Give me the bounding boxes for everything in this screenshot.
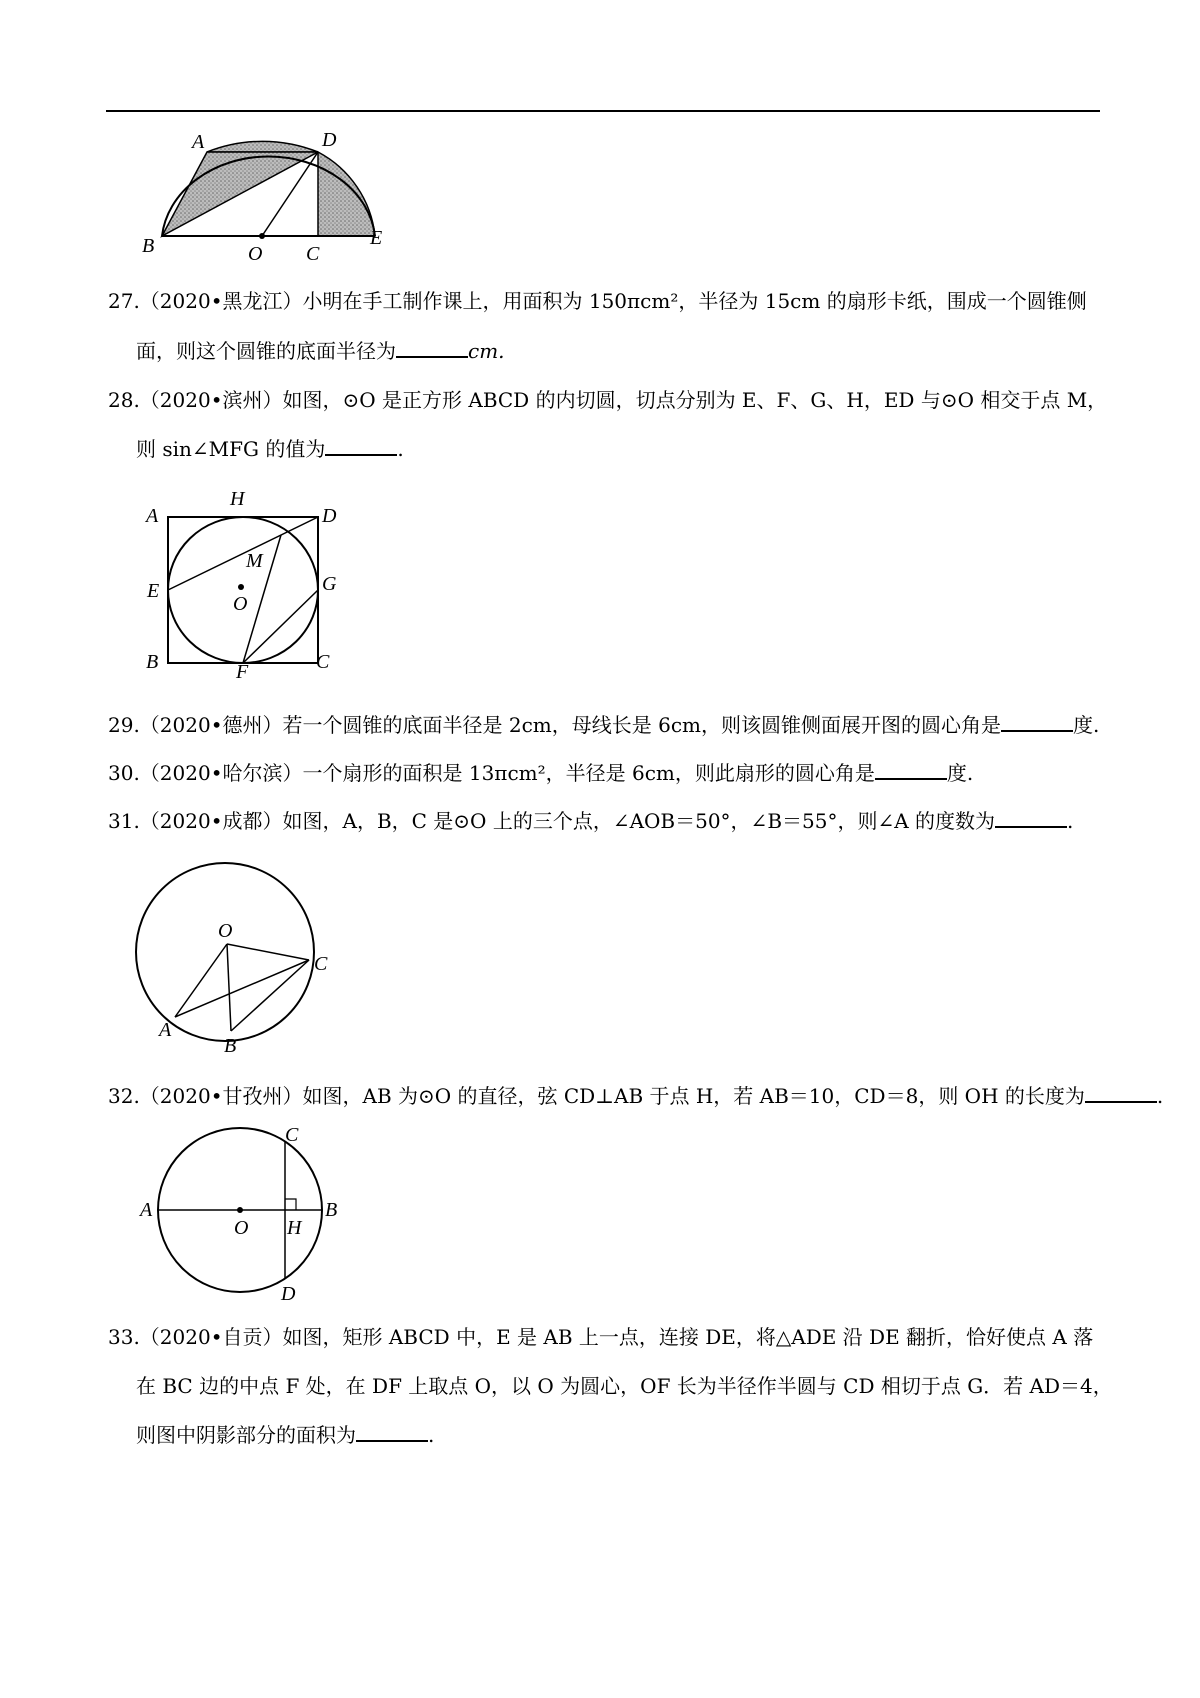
label-A: A: [140, 1199, 153, 1221]
header-rule: [106, 110, 1100, 112]
answer-blank: [396, 338, 468, 358]
question-31: 31.（2020•成都）如图，A，B，C 是⊙O 上的三个点，∠AOB＝50°，∠B＝55°，则∠A 的度数为 .: [108, 809, 1074, 833]
label-A: A: [159, 1019, 172, 1041]
label-C: C: [306, 243, 320, 263]
label-D: D: [322, 505, 337, 527]
shaded-triangle-ABD: [162, 152, 318, 236]
answer-blank: [1085, 1083, 1157, 1103]
label-G: G: [322, 573, 337, 595]
label-C: C: [314, 953, 328, 975]
label-C: C: [316, 651, 330, 673]
question-33-line2: 在 BC 边的中点 F 处，在 DF 上取点 O，以 O 为圆心，OF 长为半径作半圆与 CD 相切于点 G．若 AD＝4，: [136, 1374, 1113, 1398]
label-C: C: [285, 1124, 299, 1146]
answer-blank: [356, 1422, 428, 1442]
figure-circle-diameter-chord: [135, 1120, 350, 1310]
answer-blank: [325, 436, 397, 456]
label-H: H: [287, 1217, 302, 1239]
question-28-line2: 则 sin∠MFG 的值为 .: [136, 437, 404, 461]
shaded-cap-AD: [207, 141, 318, 152]
question-30: 30.（2020•哈尔滨）一个扇形的面积是 13πcm²，半径是 6cm，则此扇形的圆心角是 度.: [108, 761, 974, 785]
label-B: B: [224, 1035, 237, 1055]
figure-semicircle-shaded: [130, 118, 400, 263]
label-H: H: [230, 488, 245, 510]
question-27-line2: 面，则这个圆锥的底面半径为 cm.: [136, 339, 505, 363]
question-28-line1: 28.（2020•滨州）如图，⊙O 是正方形 ABCD 的内切圆，切点分别为 E、F、G、H，ED 与⊙O 相交于点 M，: [108, 388, 1108, 412]
question-29: 29.（2020•德州）若一个圆锥的底面半径是 2cm，母线长是 6cm，则该圆锥侧面展开图的圆心角是 度.: [108, 713, 1100, 737]
figure-circle-triangle: [125, 860, 345, 1055]
label-D: D: [281, 1283, 296, 1305]
question-32: 32.（2020•甘孜州）如图，AB 为⊙O 的直径，弦 CD⊥AB 于点 H，若 AB＝10，CD＝8，则 OH 的长度为 .: [108, 1084, 1164, 1108]
answer-blank: [1001, 712, 1073, 732]
answer-blank: [875, 760, 947, 780]
question-33-line3: 则图中阴影部分的面积为 .: [136, 1423, 435, 1447]
question-27-line1: 27.（2020•黑龙江）小明在手工制作课上，用面积为 150πcm²，半径为 15cm 的扇形卡纸，围成一个圆锥侧: [108, 289, 1087, 313]
answer-blank: [995, 808, 1067, 828]
label-B: B: [325, 1199, 338, 1221]
figure-square-incircle: [140, 482, 340, 682]
label-A: A: [192, 131, 205, 153]
label-B: B: [146, 651, 159, 673]
label-O: O: [248, 243, 263, 263]
label-D: D: [322, 129, 337, 151]
label-M: M: [246, 550, 263, 572]
label-E: E: [147, 580, 160, 602]
question-33-line1: 33.（2020•自贡）如图，矩形 ABCD 中，E 是 AB 上一点，连接 DE，将△ADE 沿 DE 翻折，恰好使点 A 落: [108, 1325, 1094, 1349]
label-B: B: [142, 235, 155, 257]
label-O: O: [234, 1217, 249, 1239]
label-F: F: [236, 661, 249, 682]
shaded-region-DCE: [318, 152, 375, 236]
label-O: O: [233, 593, 248, 615]
label-A: A: [146, 505, 159, 527]
label-E: E: [370, 227, 383, 249]
label-O: O: [218, 920, 233, 942]
